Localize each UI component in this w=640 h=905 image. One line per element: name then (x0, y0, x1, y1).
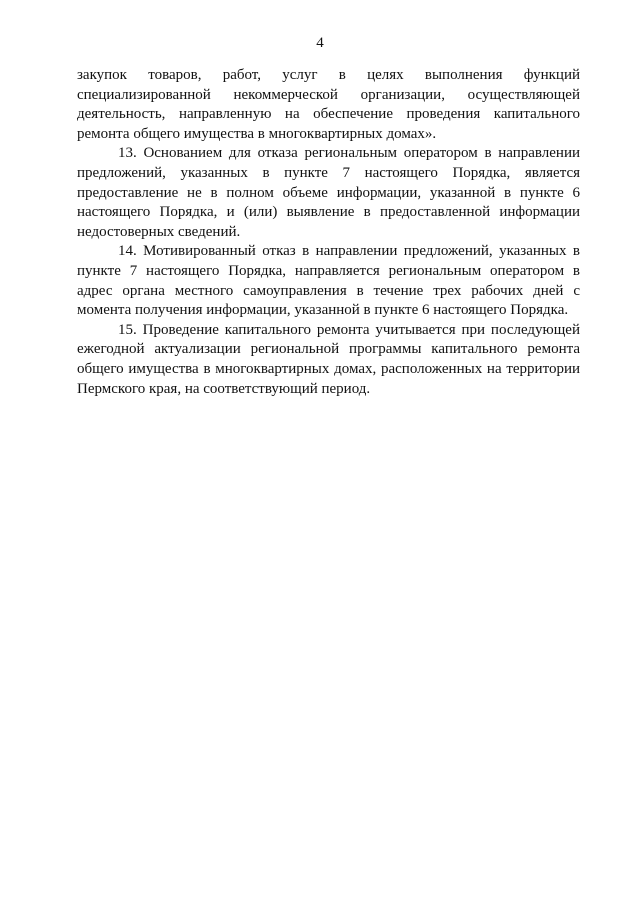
paragraph-14: 14. Мотивированный отказ в направлении предложений, указанных в пункте 7 настоящего Порядка, направляется региональным оператором в адрес органа местного самоуправления в течение трех рабочих дней с момента получения информации, указанной в пункте 6 настоящего Порядка. (77, 243, 580, 319)
paragraph-continuation: закупок товаров, работ, услуг в целях выполнения функций специализированной некоммерческой организации, осуществляющей деятельность, направленную на обеспечение проведения капитального ремонта общего имущества в многоквартирных домах». (77, 67, 580, 142)
page-number: 4 (316, 35, 324, 51)
paragraph-13: 13. Основанием для отказа региональным оператором в направлении предложений, указанных в пункте 7 настоящего Порядка, является предоставление не в полном объеме информации, указанной в пункте 6 настоящего Порядка, и (или) выявление в предоставленной информации недостоверных сведений. (77, 145, 580, 240)
paragraph-15: 15. Проведение капитального ремонта учитывается при последующей ежегодной актуализации региональной программы капитального ремонта общего имущества в многоквартирных домах, расположенных на территории Пермского края, на соответствующий период. (77, 321, 580, 397)
document-body (77, 66, 580, 399)
